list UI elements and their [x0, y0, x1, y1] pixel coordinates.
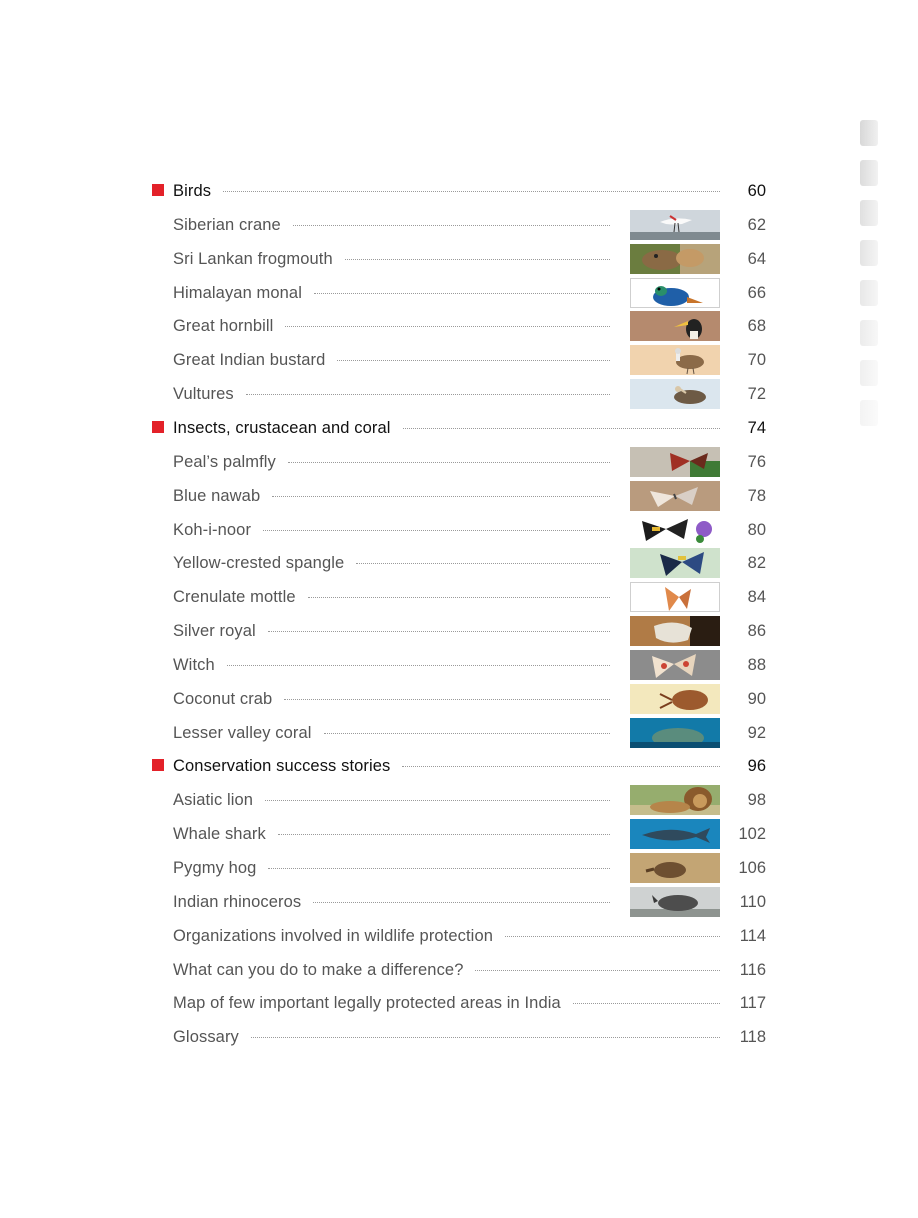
toc-entry-row[interactable]: [0, 955, 918, 985]
faint-edge-mark: [860, 160, 878, 186]
toc-entry-label: Map of few important legally protected areas in India: [173, 993, 573, 1013]
toc-entry-row[interactable]: [0, 1022, 918, 1052]
dot-leader: [285, 326, 610, 327]
toc-entry-label: Lesser valley coral: [173, 723, 324, 743]
toc-entry-row[interactable]: [0, 515, 918, 545]
toc-entry-row[interactable]: [0, 548, 918, 578]
dot-leader: [223, 191, 720, 192]
toc-entry-label: Asiatic lion: [173, 790, 265, 810]
dot-leader: [475, 970, 720, 971]
toc-page-number: 68: [747, 317, 766, 336]
toc-entry-label: Great hornbill: [173, 316, 285, 336]
siberian-crane-thumbnail-icon: [630, 210, 720, 240]
toc-page-number: 66: [747, 283, 766, 302]
toc-page-number: 64: [747, 249, 766, 268]
sri-lankan-frogmouth-thumbnail-icon: [630, 244, 720, 274]
faint-edge-mark: [860, 120, 878, 146]
dot-leader: [288, 462, 610, 463]
toc-page-number: 82: [747, 554, 766, 573]
dot-leader: [356, 563, 610, 564]
toc-page-number: 117: [739, 994, 766, 1013]
dot-leader: [402, 766, 720, 767]
toc-entry-row[interactable]: [0, 921, 918, 951]
dot-leader: [314, 293, 610, 294]
toc-page-number: 78: [747, 486, 766, 505]
toc-entry-row[interactable]: [0, 582, 918, 612]
toc-entry-row[interactable]: [0, 278, 918, 308]
asiatic-lion-thumbnail-icon: [630, 785, 720, 815]
dot-leader: [263, 530, 610, 531]
toc-entry-label: Sri Lankan frogmouth: [173, 249, 345, 269]
toc-entry-label: Insects, crustacean and coral: [173, 418, 403, 438]
dot-leader: [265, 800, 610, 801]
toc-page-number: 60: [747, 182, 766, 200]
toc-entry-row[interactable]: [0, 819, 918, 849]
great-indian-bustard-thumbnail-icon: [630, 345, 720, 375]
toc-page-number: 76: [747, 452, 766, 471]
whale-shark-thumbnail-icon: [630, 819, 720, 849]
faint-edge-mark: [860, 360, 878, 386]
toc-page-number: 70: [747, 351, 766, 370]
toc-entry-label: Glossary: [173, 1027, 251, 1047]
toc-page-number: 106: [738, 859, 766, 877]
dot-leader: [268, 868, 610, 869]
indian-rhinoceros-thumbnail-icon: [630, 887, 720, 917]
dot-leader: [284, 699, 610, 700]
toc-section-row[interactable]: [0, 176, 918, 206]
toc-entry-label: Blue nawab: [173, 486, 272, 506]
toc-entry-label: Siberian crane: [173, 215, 293, 235]
toc-entry-label: What can you do to make a difference?: [173, 960, 475, 980]
toc-entry-row[interactable]: [0, 210, 918, 240]
witch-thumbnail-icon: [630, 650, 720, 680]
dot-leader: [293, 225, 610, 226]
toc-page-number: 96: [747, 757, 766, 776]
dot-leader: [403, 428, 720, 429]
toc-entry-label: Organizations involved in wildlife protection: [173, 926, 505, 946]
toc-entry-row[interactable]: [0, 481, 918, 511]
toc-entry-label: Whale shark: [173, 824, 278, 844]
dot-leader: [313, 902, 610, 903]
dot-leader: [246, 394, 610, 395]
himalayan-monal-thumbnail-icon: [630, 278, 720, 308]
dot-leader: [278, 834, 610, 835]
dot-leader: [573, 1003, 720, 1004]
toc-page-number: 102: [738, 825, 766, 844]
toc-page-number: 110: [739, 892, 766, 911]
dot-leader: [227, 665, 610, 666]
dot-leader: [324, 733, 610, 734]
toc-entry-label: Great Indian bustard: [173, 350, 337, 370]
toc-section-row[interactable]: [0, 413, 918, 443]
toc-entry-row[interactable]: [0, 616, 918, 646]
toc-entry-row[interactable]: [0, 684, 918, 714]
coconut-crab-thumbnail-icon: [630, 684, 720, 714]
toc-entry-label: Silver royal: [173, 621, 268, 641]
toc-page-number: 114: [739, 926, 766, 945]
vultures-thumbnail-icon: [630, 379, 720, 409]
toc-entry-label: Conservation success stories: [173, 756, 402, 776]
koh-i-noor-thumbnail-icon: [630, 515, 720, 545]
toc-page-number: 88: [747, 655, 766, 674]
dot-leader: [272, 496, 610, 497]
toc-page-number: 92: [747, 723, 766, 742]
adjacent-page-edge: [852, 120, 882, 460]
dot-leader: [337, 360, 610, 361]
lesser-valley-coral-thumbnail-icon: [630, 718, 720, 748]
section-bullet-icon: [152, 421, 164, 433]
dot-leader: [345, 259, 610, 260]
faint-edge-mark: [860, 320, 878, 346]
great-hornbill-thumbnail-icon: [630, 311, 720, 341]
faint-edge-mark: [860, 280, 878, 306]
toc-entry-row[interactable]: [0, 345, 918, 375]
toc-entry-label: Birds: [173, 181, 223, 201]
toc-entry-label: Koh-i-noor: [173, 520, 263, 540]
faint-edge-mark: [860, 400, 878, 426]
section-bullet-icon: [152, 759, 164, 771]
toc-page-number: 84: [747, 588, 766, 607]
toc-entry-row[interactable]: [0, 785, 918, 815]
yellow-crested-spangle-thumbnail-icon: [630, 548, 720, 578]
toc-entry-label: Pygmy hog: [173, 858, 268, 878]
section-bullet-icon: [152, 184, 164, 196]
toc-entry-row[interactable]: [0, 988, 918, 1018]
toc-entry-label: Yellow-crested spangle: [173, 553, 356, 573]
toc-page-number: 98: [747, 791, 766, 810]
toc-entry-row[interactable]: [0, 887, 918, 917]
toc-entry-row[interactable]: [0, 311, 918, 341]
pygmy-hog-thumbnail-icon: [630, 853, 720, 883]
toc-entry-row[interactable]: [0, 853, 918, 883]
dot-leader: [308, 597, 610, 598]
toc-page-number: 80: [747, 520, 766, 539]
toc-page-number: 62: [747, 215, 766, 234]
toc-section-row[interactable]: [0, 751, 918, 781]
faint-edge-mark: [860, 200, 878, 226]
crenulate-mottle-thumbnail-icon: [630, 582, 720, 612]
toc-entry-row[interactable]: [0, 718, 918, 748]
toc-entry-row[interactable]: [0, 650, 918, 680]
silver-royal-thumbnail-icon: [630, 616, 720, 646]
toc-page-number: 86: [747, 622, 766, 641]
toc-page-number: 90: [747, 689, 766, 708]
toc-entry-label: Witch: [173, 655, 227, 675]
faint-edge-mark: [860, 240, 878, 266]
peals-palmfly-thumbnail-icon: [630, 447, 720, 477]
dot-leader: [251, 1037, 720, 1038]
toc-entry-row[interactable]: [0, 447, 918, 477]
toc-entry-label: Vultures: [173, 384, 246, 404]
toc-entry-label: Indian rhinoceros: [173, 892, 313, 912]
dot-leader: [505, 936, 720, 937]
toc-page-number: 118: [739, 1028, 766, 1047]
blue-nawab-thumbnail-icon: [630, 481, 720, 511]
toc-entry-row[interactable]: [0, 244, 918, 274]
toc-page-number: 72: [747, 385, 766, 404]
toc-page-number: 116: [739, 960, 766, 979]
toc-entry-label: Peal’s palmfly: [173, 452, 288, 472]
toc-entry-label: Crenulate mottle: [173, 587, 308, 607]
toc-page-number: 74: [747, 418, 766, 437]
toc-entry-label: Coconut crab: [173, 689, 284, 709]
toc-entry-label: Himalayan monal: [173, 283, 314, 303]
dot-leader: [268, 631, 610, 632]
toc-entry-row[interactable]: [0, 379, 918, 409]
